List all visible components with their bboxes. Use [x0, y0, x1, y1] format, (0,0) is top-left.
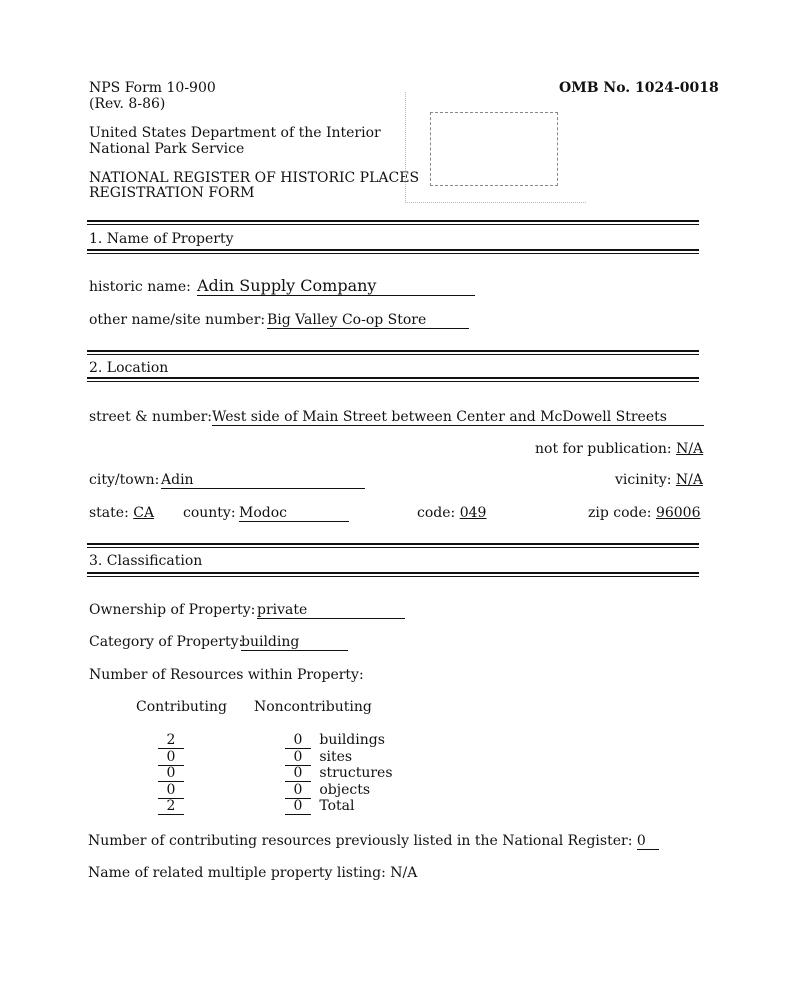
previously-listed	[88, 833, 659, 850]
previously-listed-label: Number of contributing resources previously listed in the National Register:	[88, 833, 633, 849]
county-label: county:	[183, 505, 236, 521]
resource-row-structures	[158, 765, 393, 782]
city-label: city/town:	[89, 472, 160, 488]
street-field[interactable]	[212, 409, 704, 426]
resource-row-buildings	[158, 732, 393, 749]
related-listing-label: Name of related multiple property listing:	[88, 865, 386, 881]
section-divider	[87, 543, 699, 545]
previously-listed-value[interactable]: 0	[637, 833, 659, 850]
noncontributing-column-header: Noncontributing	[254, 699, 372, 715]
section-divider	[87, 576, 699, 577]
code-value[interactable]: 049	[459, 505, 487, 521]
state-value[interactable]: CA	[133, 505, 155, 521]
resources-label: Number of Resources within Property:	[89, 667, 364, 683]
zip-label: zip code:	[588, 505, 652, 521]
resource-counts-table	[158, 732, 393, 815]
resource-type-label: objects	[319, 781, 371, 798]
noncontributing-count[interactable]: 0	[285, 798, 311, 815]
section-divider	[87, 249, 699, 251]
not-for-publication-label: not for publication:	[535, 441, 672, 457]
other-name-value: Big Valley Co-op Store	[267, 312, 427, 328]
noncontributing-count[interactable]: 0	[285, 749, 311, 766]
resource-row-total	[158, 798, 393, 815]
resource-type-label: structures	[319, 765, 393, 781]
other-name-field[interactable]	[267, 312, 469, 329]
contributing-count[interactable]: 2	[158, 732, 184, 749]
resource-type-label: buildings	[319, 732, 385, 748]
contributing-count[interactable]: 0	[158, 782, 184, 799]
section-divider	[87, 220, 699, 222]
vicinity	[615, 472, 703, 488]
contributing-column-header: Contributing	[136, 699, 228, 715]
omb-number: OMB No. 1024-0018	[559, 80, 719, 96]
section-divider	[87, 354, 699, 355]
related-listing	[88, 865, 417, 881]
noncontributing-count[interactable]: 0	[285, 732, 311, 749]
service-name: National Park Service	[89, 141, 245, 157]
state	[89, 505, 154, 521]
resource-type-label: Total	[319, 798, 355, 814]
vicinity-label: vicinity:	[615, 472, 672, 488]
ownership-value: private	[257, 602, 308, 618]
resource-row-sites	[158, 749, 393, 766]
vicinity-value[interactable]: N/A	[675, 472, 703, 488]
ownership-label: Ownership of Property:	[89, 602, 256, 618]
noncontributing-count[interactable]: 0	[285, 765, 311, 782]
street-value: West side of Main Street between Center and McDowell Streets	[212, 409, 667, 425]
city-field[interactable]	[161, 472, 365, 489]
received-stamp-box	[430, 112, 558, 186]
section-divider	[87, 381, 699, 382]
category-value: building	[241, 634, 300, 650]
historic-name-value: Adin Supply Company	[197, 276, 377, 295]
historic-name-field[interactable]	[197, 276, 475, 296]
resource-type-label: sites	[319, 748, 353, 765]
section-heading-location: 2. Location	[89, 360, 169, 376]
city-value: Adin	[161, 472, 194, 488]
category-label: Category of Property:	[89, 634, 244, 650]
contributing-count[interactable]: 0	[158, 765, 184, 782]
department-name: United States Department of the Interior	[89, 125, 381, 141]
noncontributing-count[interactable]: 0	[285, 782, 311, 799]
code-label: code:	[417, 505, 456, 521]
state-label: state:	[89, 505, 129, 521]
historic-name-label: historic name:	[89, 279, 191, 295]
form-revision: (Rev. 8-86)	[89, 96, 166, 112]
resource-row-objects	[158, 782, 393, 799]
not-for-publication-value[interactable]: N/A	[676, 441, 704, 457]
not-for-publication	[535, 441, 703, 457]
related-listing-value[interactable]: N/A	[390, 865, 418, 881]
zip-value[interactable]: 96006	[655, 505, 701, 521]
other-name-label: other name/site number:	[89, 312, 266, 328]
category-field[interactable]	[241, 634, 348, 651]
section-divider	[87, 350, 699, 352]
form-subtitle: REGISTRATION FORM	[89, 185, 255, 201]
section-divider	[87, 572, 699, 574]
county-value: Modoc	[239, 505, 287, 521]
section-divider	[87, 253, 699, 254]
section-divider	[87, 377, 699, 379]
form-number: NPS Form 10-900	[89, 80, 216, 96]
section-heading-classification: 3. Classification	[89, 553, 203, 569]
county-field[interactable]	[239, 505, 349, 522]
contributing-count[interactable]: 0	[158, 749, 184, 766]
section-divider	[87, 224, 699, 225]
section-heading-name: 1. Name of Property	[89, 231, 234, 247]
code	[417, 505, 486, 521]
ownership-field[interactable]	[257, 602, 405, 619]
zip	[588, 505, 701, 521]
street-label: street & number:	[89, 409, 213, 425]
form-title: NATIONAL REGISTER OF HISTORIC PLACES	[89, 170, 420, 186]
contributing-count[interactable]: 2	[158, 798, 184, 815]
section-divider	[87, 547, 699, 548]
